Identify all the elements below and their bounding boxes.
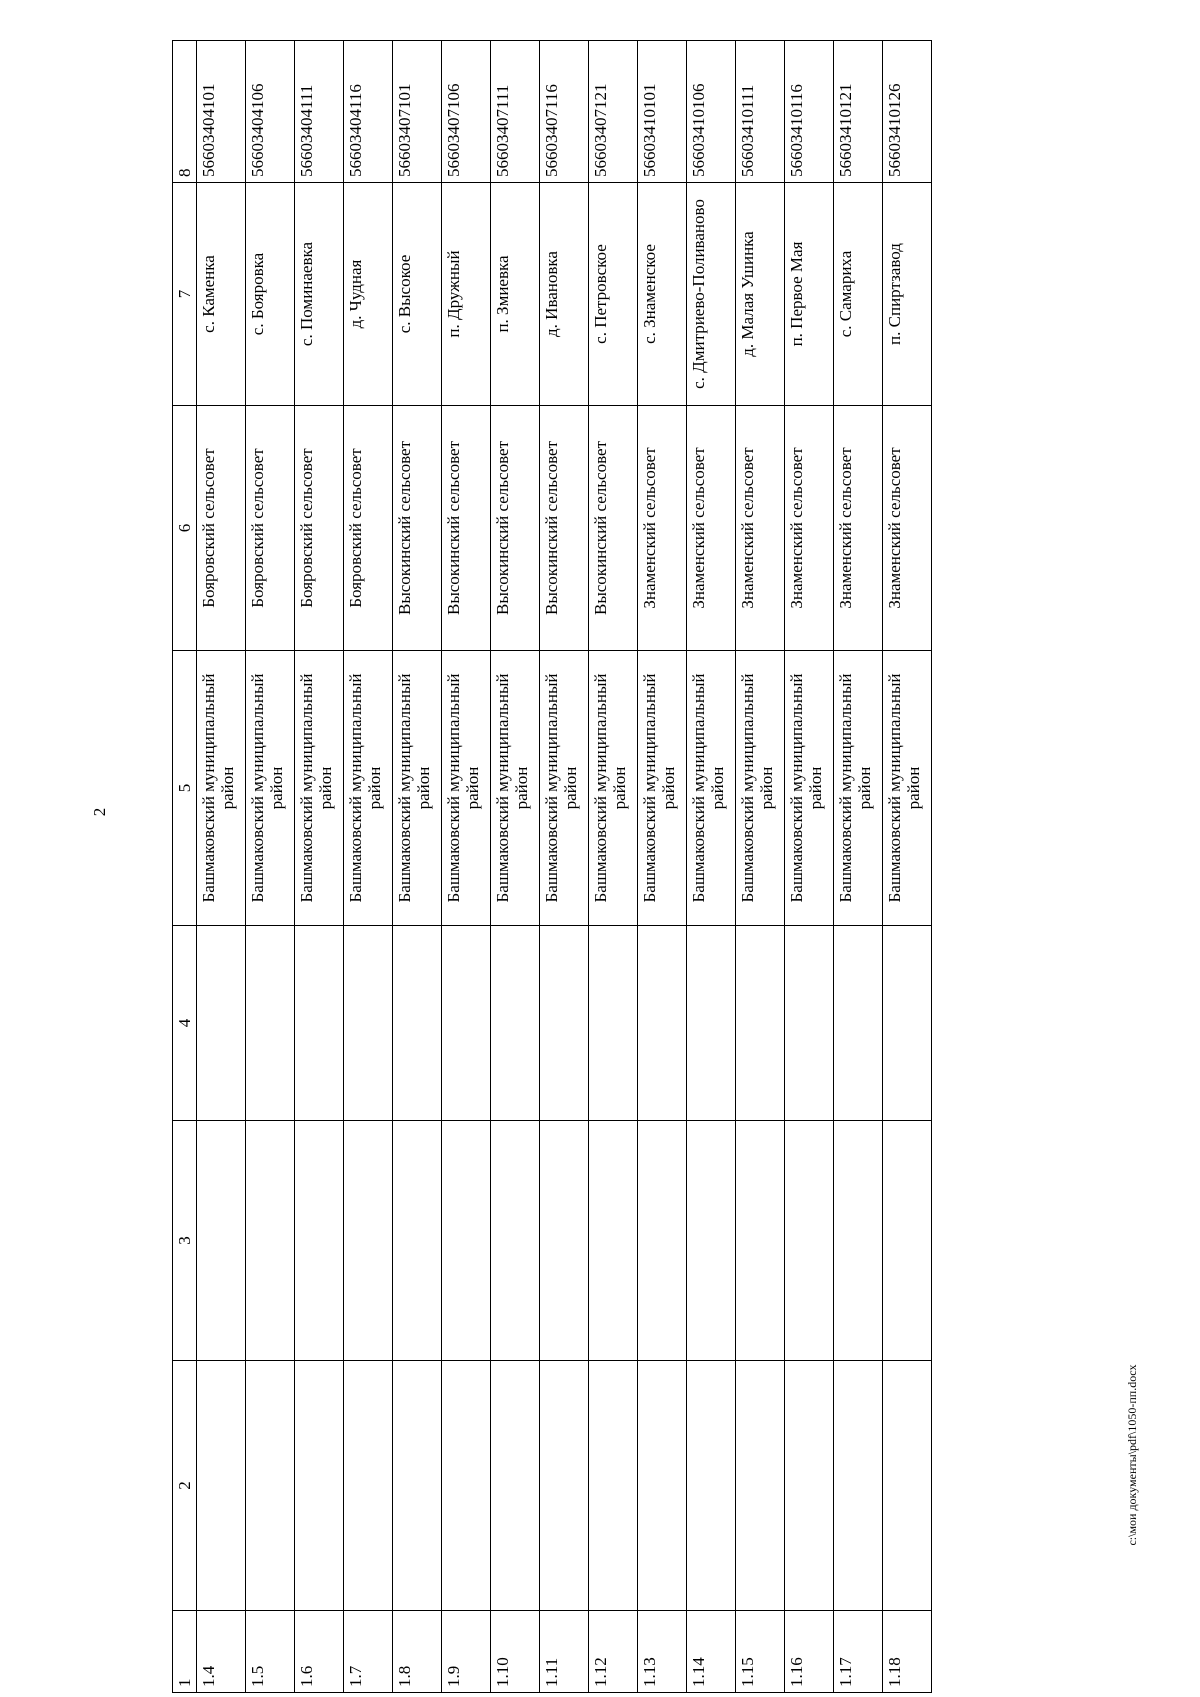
settlement-name-cell: с. Дмитриево-Поливаново bbox=[687, 183, 736, 406]
settlement-council-cell: Знаменский сельсовет bbox=[638, 406, 687, 651]
row-number-cell: 1.9 bbox=[442, 1611, 491, 1693]
table-row bbox=[197, 41, 246, 1693]
settlement-council-cell: Бояровский сельсовет bbox=[344, 406, 393, 651]
col-4-cell bbox=[589, 926, 638, 1121]
settlement-council-cell: Бояровский сельсовет bbox=[246, 406, 295, 651]
settlement-name-cell: с. Каменка bbox=[197, 183, 246, 406]
table-row bbox=[638, 41, 687, 1693]
col-2-cell bbox=[589, 1361, 638, 1611]
row-number-cell: 1.13 bbox=[638, 1611, 687, 1693]
oktmo-code-cell: 56603404111 bbox=[295, 41, 344, 183]
footer-file-path: c:\мои документы\pdf\1050-пп.docx bbox=[1125, 1364, 1139, 1546]
col-4-cell bbox=[197, 926, 246, 1121]
settlement-name-cell: с. Самариха bbox=[834, 183, 883, 406]
row-number-cell: 1.16 bbox=[785, 1611, 834, 1693]
row-number-cell: 1.17 bbox=[834, 1611, 883, 1693]
row-number-cell: 1.4 bbox=[197, 1611, 246, 1693]
settlement-name-cell: п. Спиртзавод bbox=[883, 183, 932, 406]
oktmo-code-cell: 56603410121 bbox=[834, 41, 883, 183]
settlement-council-cell: Знаменский сельсовет bbox=[687, 406, 736, 651]
table-row bbox=[246, 41, 295, 1693]
page-number: 2 bbox=[90, 807, 109, 817]
col-3-cell bbox=[736, 1121, 785, 1361]
oktmo-code-cell: 56603407106 bbox=[442, 41, 491, 183]
col-4-cell bbox=[344, 926, 393, 1121]
settlement-name-cell: с. Бояровка bbox=[246, 183, 295, 406]
col-3-cell bbox=[638, 1121, 687, 1361]
municipal-district-cell: Башмаковский муниципальный район bbox=[393, 651, 442, 926]
table-row bbox=[883, 41, 932, 1693]
table-row bbox=[393, 41, 442, 1693]
col-2-cell bbox=[246, 1361, 295, 1611]
municipal-district-cell: Башмаковский муниципальный район bbox=[589, 651, 638, 926]
oktmo-code-cell: 56603407101 bbox=[393, 41, 442, 183]
row-number-cell: 1.5 bbox=[246, 1611, 295, 1693]
row-number-cell: 1.14 bbox=[687, 1611, 736, 1693]
settlement-council-cell: Знаменский сельсовет bbox=[785, 406, 834, 651]
row-number-cell: 1.8 bbox=[393, 1611, 442, 1693]
header-cell-4: 4 bbox=[173, 926, 197, 1121]
col-3-cell bbox=[589, 1121, 638, 1361]
col-3-cell bbox=[442, 1121, 491, 1361]
row-number-cell: 1.12 bbox=[589, 1611, 638, 1693]
municipal-district-cell: Башмаковский муниципальный район bbox=[197, 651, 246, 926]
settlement-council-cell: Бояровский сельсовет bbox=[295, 406, 344, 651]
table-body bbox=[173, 41, 932, 1693]
col-4-cell bbox=[834, 926, 883, 1121]
settlement-name-cell: д. Малая Ушинка bbox=[736, 183, 785, 406]
col-4-cell bbox=[687, 926, 736, 1121]
municipal-district-cell: Башмаковский муниципальный район bbox=[638, 651, 687, 926]
municipal-district-cell: Башмаковский муниципальный район bbox=[491, 651, 540, 926]
col-4-cell bbox=[638, 926, 687, 1121]
municipal-district-cell: Башмаковский муниципальный район bbox=[246, 651, 295, 926]
col-3-cell bbox=[883, 1121, 932, 1361]
header-cell-2: 2 bbox=[173, 1361, 197, 1611]
settlement-council-cell: Знаменский сельсовет bbox=[736, 406, 785, 651]
col-2-cell bbox=[736, 1361, 785, 1611]
municipal-district-cell: Башмаковский муниципальный район bbox=[785, 651, 834, 926]
header-cell-7: 7 bbox=[173, 183, 197, 406]
oktmo-code-cell: 56603404116 bbox=[344, 41, 393, 183]
col-3-cell bbox=[246, 1121, 295, 1361]
settlement-council-cell: Высокинский сельсовет bbox=[589, 406, 638, 651]
settlement-council-cell: Знаменский сельсовет bbox=[883, 406, 932, 651]
settlement-council-cell: Знаменский сельсовет bbox=[834, 406, 883, 651]
settlement-council-cell: Бояровский сельсовет bbox=[197, 406, 246, 651]
table-row bbox=[442, 41, 491, 1693]
col-4-cell bbox=[295, 926, 344, 1121]
municipal-district-cell: Башмаковский муниципальный район bbox=[344, 651, 393, 926]
oktmo-code-cell: 56603404101 bbox=[197, 41, 246, 183]
municipal-district-cell: Башмаковский муниципальный район bbox=[295, 651, 344, 926]
oktmo-code-cell: 56603410101 bbox=[638, 41, 687, 183]
col-2-cell bbox=[491, 1361, 540, 1611]
settlement-council-cell: Высокинский сельсовет bbox=[540, 406, 589, 651]
col-4-cell bbox=[393, 926, 442, 1121]
col-3-cell bbox=[197, 1121, 246, 1361]
col-3-cell bbox=[834, 1121, 883, 1361]
col-3-cell bbox=[491, 1121, 540, 1361]
col-2-cell bbox=[442, 1361, 491, 1611]
table-row bbox=[589, 41, 638, 1693]
col-2-cell bbox=[834, 1361, 883, 1611]
settlement-council-cell: Высокинский сельсовет bbox=[393, 406, 442, 651]
municipal-district-cell: Башмаковский муниципальный район bbox=[736, 651, 785, 926]
settlements-table-container bbox=[172, 41, 1032, 1693]
table-header-row bbox=[173, 41, 197, 1693]
table-row bbox=[344, 41, 393, 1693]
settlement-name-cell: п. Дружный bbox=[442, 183, 491, 406]
table-row bbox=[295, 41, 344, 1693]
municipal-district-cell: Башмаковский муниципальный район bbox=[687, 651, 736, 926]
col-3-cell bbox=[393, 1121, 442, 1361]
settlement-name-cell: п. Змиевка bbox=[491, 183, 540, 406]
oktmo-code-cell: 56603410116 bbox=[785, 41, 834, 183]
row-number-cell: 1.11 bbox=[540, 1611, 589, 1693]
col-4-cell bbox=[540, 926, 589, 1121]
col-3-cell bbox=[344, 1121, 393, 1361]
table-row bbox=[785, 41, 834, 1693]
col-4-cell bbox=[442, 926, 491, 1121]
oktmo-code-cell: 56603410106 bbox=[687, 41, 736, 183]
oktmo-code-cell: 56603404106 bbox=[246, 41, 295, 183]
header-cell-8: 8 bbox=[173, 41, 197, 183]
row-number-cell: 1.7 bbox=[344, 1611, 393, 1693]
col-2-cell bbox=[687, 1361, 736, 1611]
row-number-cell: 1.6 bbox=[295, 1611, 344, 1693]
table-row bbox=[834, 41, 883, 1693]
col-2-cell bbox=[785, 1361, 834, 1611]
settlement-name-cell: с. Поминаевка bbox=[295, 183, 344, 406]
table-row bbox=[687, 41, 736, 1693]
settlement-name-cell: д. Чудная bbox=[344, 183, 393, 406]
settlement-council-cell: Высокинский сельсовет bbox=[491, 406, 540, 651]
oktmo-code-cell: 56603410111 bbox=[736, 41, 785, 183]
municipal-district-cell: Башмаковский муниципальный район bbox=[883, 651, 932, 926]
col-2-cell bbox=[295, 1361, 344, 1611]
col-3-cell bbox=[687, 1121, 736, 1361]
col-3-cell bbox=[295, 1121, 344, 1361]
col-2-cell bbox=[344, 1361, 393, 1611]
table-row bbox=[491, 41, 540, 1693]
col-3-cell bbox=[540, 1121, 589, 1361]
row-number-cell: 1.15 bbox=[736, 1611, 785, 1693]
header-cell-5: 5 bbox=[173, 651, 197, 926]
header-cell-1: 1 bbox=[173, 1611, 197, 1693]
table-row bbox=[540, 41, 589, 1693]
header-cell-6: 6 bbox=[173, 406, 197, 651]
col-2-cell bbox=[197, 1361, 246, 1611]
col-4-cell bbox=[491, 926, 540, 1121]
settlement-name-cell: с. Знаменское bbox=[638, 183, 687, 406]
settlement-name-cell: с. Петровское bbox=[589, 183, 638, 406]
row-number-cell: 1.18 bbox=[883, 1611, 932, 1693]
settlement-council-cell: Высокинский сельсовет bbox=[442, 406, 491, 651]
oktmo-code-cell: 56603407121 bbox=[589, 41, 638, 183]
municipal-district-cell: Башмаковский муниципальный район bbox=[540, 651, 589, 926]
col-4-cell bbox=[883, 926, 932, 1121]
municipal-district-cell: Башмаковский муниципальный район bbox=[834, 651, 883, 926]
settlements-table bbox=[172, 40, 932, 1693]
settlement-name-cell: п. Первое Мая bbox=[785, 183, 834, 406]
col-4-cell bbox=[785, 926, 834, 1121]
col-2-cell bbox=[540, 1361, 589, 1611]
oktmo-code-cell: 56603407116 bbox=[540, 41, 589, 183]
col-4-cell bbox=[736, 926, 785, 1121]
col-2-cell bbox=[393, 1361, 442, 1611]
col-2-cell bbox=[638, 1361, 687, 1611]
col-3-cell bbox=[785, 1121, 834, 1361]
oktmo-code-cell: 56603410126 bbox=[883, 41, 932, 183]
col-4-cell bbox=[246, 926, 295, 1121]
row-number-cell: 1.10 bbox=[491, 1611, 540, 1693]
settlement-name-cell: д. Ивановка bbox=[540, 183, 589, 406]
settlement-name-cell: с. Высокое bbox=[393, 183, 442, 406]
municipal-district-cell: Башмаковский муниципальный район bbox=[442, 651, 491, 926]
oktmo-code-cell: 56603407111 bbox=[491, 41, 540, 183]
table-row bbox=[736, 41, 785, 1693]
header-cell-3: 3 bbox=[173, 1121, 197, 1361]
col-2-cell bbox=[883, 1361, 932, 1611]
